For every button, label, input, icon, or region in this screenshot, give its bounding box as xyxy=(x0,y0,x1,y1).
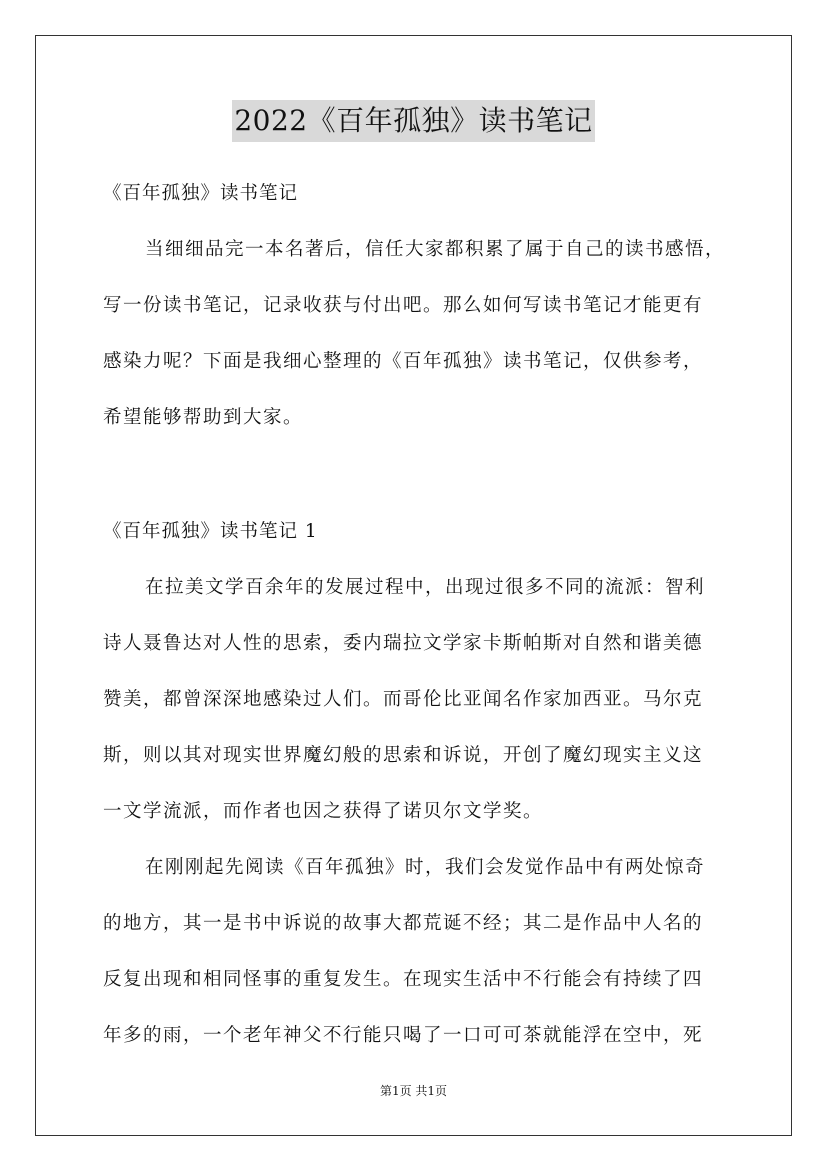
intro-paragraph xyxy=(103,231,743,437)
paragraph-line: 当细细品完一本名著后，信任大家都积累了属于自己的读书感悟， xyxy=(145,239,726,260)
paragraph-line: 诗人聂鲁达对人性的思索，委内瑞拉文学家卡斯帕斯对自然和谐美德 xyxy=(103,633,704,654)
paragraph-line: 感染力呢？下面是我细心整理的《百年孤独》读书笔记，仅供参考， xyxy=(103,351,704,372)
paragraph-line: 赞美，都曾深深地感染过人们。而哥伦比亚闻名作家加西亚。马尔克 xyxy=(103,689,704,710)
document-title: 2022《百年孤独》读书笔记 xyxy=(232,100,594,142)
paragraph-line: 写一份读书笔记，记录收获与付出吧。那么如何写读书笔记才能更有 xyxy=(103,295,704,316)
paragraph-line: 年多的雨，一个老年神父不行能只喝了一口可可茶就能浮在空中，死 xyxy=(103,1025,704,1046)
paragraph-line: 在拉美文学百余年的发展过程中，出现过很多不同的流派：智利 xyxy=(145,577,706,598)
paragraph-line: 斯，则以其对现实世界魔幻般的思索和诉说，开创了魔幻现实主义这 xyxy=(103,745,704,766)
subheading: 《百年孤独》读书笔记 xyxy=(103,183,299,204)
paragraph-1 xyxy=(103,569,743,831)
paragraph-line: 反复出现和相同怪事的重复发生。在现实生活中不行能会有持续了四 xyxy=(103,969,704,990)
paragraph-2 xyxy=(103,849,743,1055)
page-footer: 第1页 共1页 xyxy=(379,1084,448,1098)
paragraph-line: 在刚刚起先阅读《百年孤独》时，我们会发觉作品中有两处惊奇 xyxy=(145,857,706,878)
paragraph-line: 的地方，其一是书中诉说的故事大都荒诞不经；其二是作品中人名的 xyxy=(103,913,704,934)
title-container xyxy=(0,100,827,142)
paragraph-line: 希望能够帮助到大家。 xyxy=(103,407,304,428)
paragraph-line: 一文学流派，而作者也因之获得了诺贝尔文学奖。 xyxy=(103,801,544,822)
section-heading: 《百年孤独》读书笔记 1 xyxy=(103,521,318,542)
document-body xyxy=(103,175,743,1055)
